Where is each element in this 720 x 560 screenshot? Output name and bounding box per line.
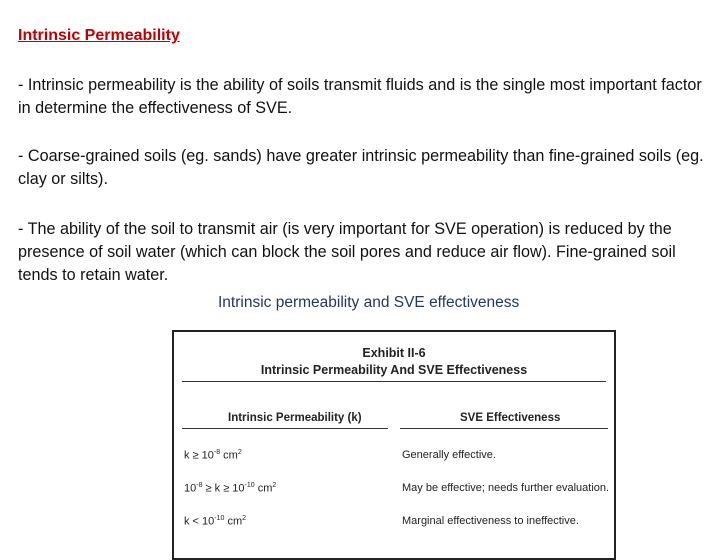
row-3-permeability: $k < 10^{-10}$ $cm^2$ [184,515,247,528]
exhibit-title: Intrinsic Permeability And SVE Effectiveness [260,363,528,377]
row-3-effectiveness: Marginal effectiveness to ineffective. [402,515,579,527]
row-1-effectiveness: Generally effective. [402,449,496,461]
paragraph-soil-water-effect: - The ability of the soil to transmit air (is very important for SVE operation) is reduced by the presence of soil water (which can block the soil pores and reduce air flow). Fine-grained soil tends to retain water. [18,220,676,284]
row-2-effectiveness: May be effective; needs further evaluation. [402,482,610,494]
paragraph-coarse-vs-fine: - Coarse-grained soils (eg. sands) have greater intrinsic permeability than fine-grained soils (eg. clay or silts). [18,147,704,188]
exhibit-title-rule [182,381,606,382]
column-header-effectiveness: SVE Effectiveness [460,412,561,424]
exhibit-table-image [172,330,616,560]
column-rule-permeability [182,428,388,429]
row-2-permeability: $10^{-8} \ge k \ge 10^{-10}$ $cm^2$ [184,482,277,495]
column-rule-effectiveness [400,428,608,429]
exhibit-number: Exhibit II-6 [362,346,426,360]
paragraph-permeability-definition: - Intrinsic permeability is the ability of soils transmit fluids and is the single most important factor in determine the effectiveness of SVE. [18,76,702,117]
slide-title: Intrinsic Permeability [18,27,180,44]
column-header-permeability: Intrinsic Permeability (k) [228,412,362,424]
row-1-permeability: $k \ge 10^{-8}$ $cm^2$ [184,449,242,462]
figure-caption: Intrinsic permeability and SVE effectiveness [218,294,520,311]
